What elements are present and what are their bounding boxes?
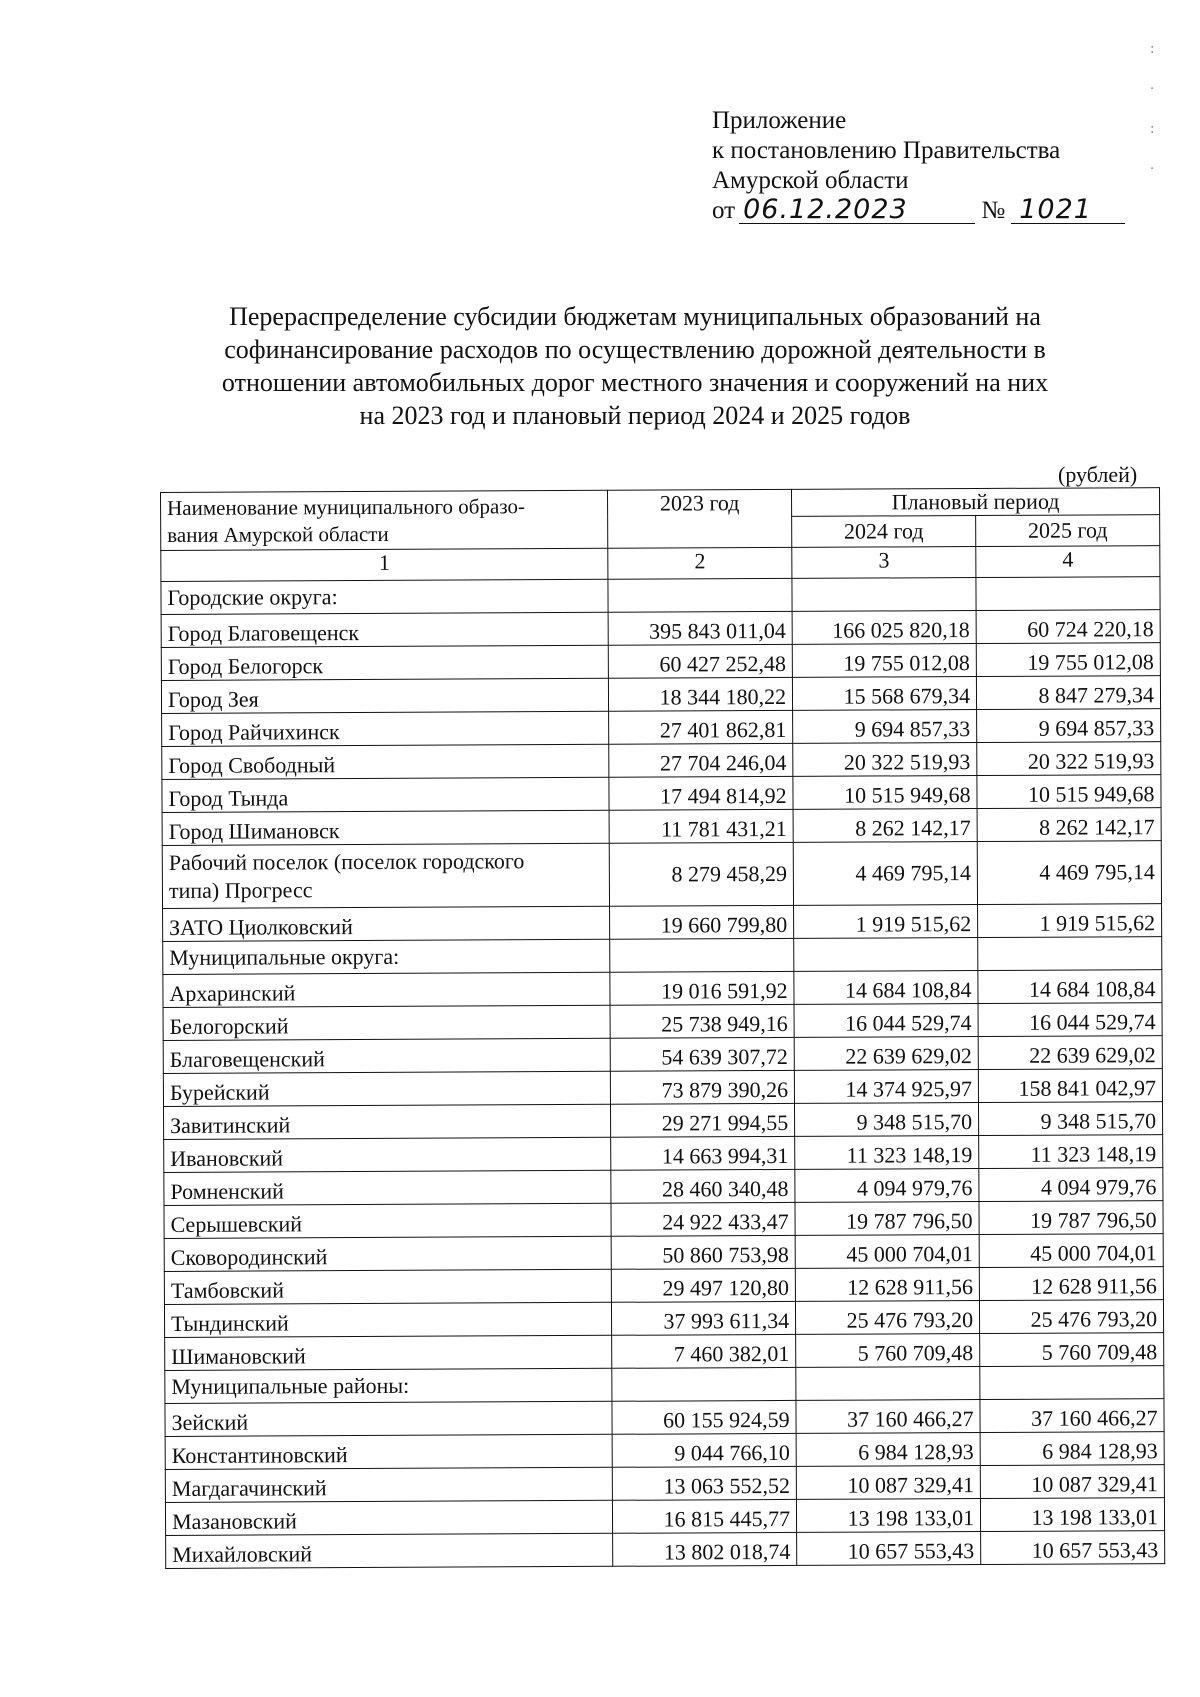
table-row bbox=[161, 610, 1160, 648]
value-2024: 8 262 142,17 bbox=[793, 809, 977, 843]
value-2025: 12 628 911,56 bbox=[979, 1267, 1163, 1301]
value-2024: 6 984 128,93 bbox=[796, 1433, 980, 1467]
value-2025: 8 262 142,17 bbox=[977, 808, 1161, 842]
value-2024: 5 760 709,48 bbox=[796, 1334, 980, 1368]
value-2023: 9 044 766,10 bbox=[612, 1433, 796, 1467]
title-line-1: Перераспределение субсидии бюджетам муниципальных образований на bbox=[229, 302, 1041, 331]
value-2023: 7 460 382,01 bbox=[612, 1334, 796, 1368]
table-row bbox=[165, 1465, 1164, 1503]
value-2023: 13 802 018,74 bbox=[613, 1532, 797, 1566]
value-2023: 29 497 120,80 bbox=[611, 1268, 795, 1302]
value-2023: 19 660 799,80 bbox=[610, 905, 794, 939]
title-line-3: отношении автомобильных дорог местного значения и сооружений на них bbox=[221, 368, 1049, 397]
municipality-name: Город Райчихинск bbox=[162, 711, 609, 746]
value-2024: 45 000 704,01 bbox=[795, 1235, 979, 1269]
table-row bbox=[163, 970, 1162, 1008]
title-line-2: софинансирование расходов по осуществлению дорожной деятельности в bbox=[224, 335, 1046, 364]
value-2023: 17 494 814,92 bbox=[609, 776, 793, 810]
municipality-name: Город Тында bbox=[162, 777, 609, 812]
value-2024: 15 568 679,34 bbox=[793, 677, 977, 711]
table-row bbox=[164, 1135, 1163, 1173]
value-2023: 28 460 340,48 bbox=[611, 1169, 795, 1203]
municipality-name: Константиновский bbox=[165, 1434, 612, 1469]
table-row bbox=[164, 1168, 1163, 1206]
municipality-name: Зейский bbox=[165, 1401, 612, 1436]
value-2025: 60 724 220,18 bbox=[976, 610, 1160, 644]
group-title: Городские округа: bbox=[161, 579, 608, 614]
header-name-line-2: вания Амурской области bbox=[167, 521, 389, 547]
value-2023: 11 781 431,21 bbox=[609, 809, 793, 843]
municipality-name: Город Зея bbox=[161, 678, 608, 713]
table-row bbox=[162, 841, 1161, 909]
value-2025: 37 160 466,27 bbox=[980, 1399, 1164, 1433]
header-name bbox=[161, 490, 608, 550]
value-2023: 60 427 252,48 bbox=[608, 644, 792, 678]
value-2025: 5 760 709,48 bbox=[980, 1333, 1164, 1367]
value-2025: 4 094 979,76 bbox=[979, 1168, 1163, 1202]
municipality-name: Сковородинский bbox=[164, 1236, 611, 1271]
appendix-date-number bbox=[712, 196, 1125, 226]
value-2024: 20 322 519,93 bbox=[793, 743, 977, 777]
value-2024: 25 476 793,20 bbox=[796, 1301, 980, 1335]
value-2023: 25 738 949,16 bbox=[610, 1004, 794, 1038]
table-row bbox=[165, 1498, 1164, 1536]
value-2024: 14 684 108,84 bbox=[794, 971, 978, 1005]
value-2024: 22 639 629,02 bbox=[794, 1037, 978, 1071]
header-2025: 2025 год bbox=[976, 515, 1160, 547]
value-2025: 45 000 704,01 bbox=[979, 1234, 1163, 1268]
appendix-region: Амурской области bbox=[712, 167, 909, 194]
number-label: № bbox=[981, 197, 1006, 224]
table-row bbox=[165, 1432, 1164, 1470]
municipality-name: Завитинский bbox=[164, 1104, 611, 1139]
municipality-name: Город Шимановск bbox=[162, 810, 609, 845]
value-2025: 11 323 148,19 bbox=[979, 1135, 1163, 1169]
group-row bbox=[163, 937, 1162, 975]
value-2024: 37 160 466,27 bbox=[796, 1400, 980, 1434]
value-2023: 54 639 307,72 bbox=[610, 1037, 794, 1071]
municipality-name: Мазановский bbox=[165, 1500, 612, 1535]
value-2024: 10 515 949,68 bbox=[793, 776, 977, 810]
handwritten-date: 06.12.2023 bbox=[739, 197, 975, 224]
group-row bbox=[165, 1366, 1164, 1404]
value-2025: 10 515 949,68 bbox=[977, 775, 1161, 809]
table-row bbox=[164, 1201, 1163, 1239]
value-2024: 13 198 133,01 bbox=[797, 1499, 981, 1533]
appendix-title: Приложение bbox=[712, 107, 847, 134]
value-2023: 19 016 591,92 bbox=[610, 971, 794, 1005]
value-2025: 19 755 012,08 bbox=[976, 643, 1160, 677]
municipality-name: Тамбовский bbox=[164, 1269, 611, 1304]
column-number: 3 bbox=[792, 547, 976, 579]
municipality-name: Город Белогорск bbox=[161, 645, 608, 680]
table-row bbox=[164, 1267, 1163, 1305]
column-number-row bbox=[161, 546, 1160, 582]
value-2025: 158 841 042,97 bbox=[978, 1069, 1162, 1103]
municipality-name bbox=[162, 843, 609, 908]
value-2024: 11 323 148,19 bbox=[795, 1136, 979, 1170]
value-2023: 27 704 246,04 bbox=[609, 743, 793, 777]
table-row bbox=[165, 1399, 1164, 1437]
table-row bbox=[162, 709, 1161, 747]
subsidy-table bbox=[160, 487, 1165, 1569]
table-row bbox=[161, 643, 1160, 681]
scan-mark: : bbox=[1150, 122, 1155, 137]
municipality-name-line-2: типа) Прогресс bbox=[168, 877, 313, 903]
table-row bbox=[162, 742, 1161, 780]
table-row bbox=[164, 1234, 1163, 1272]
appendix-resolution: к постановлению Правительства bbox=[712, 137, 1061, 164]
scan-mark: · bbox=[1150, 162, 1155, 177]
title-line-4: на 2023 год и плановый период 2024 и 2025 годов bbox=[359, 401, 911, 430]
value-2023: 73 879 390,26 bbox=[611, 1070, 795, 1104]
municipality-name: Город Благовещенск bbox=[161, 612, 608, 647]
value-2025: 8 847 279,34 bbox=[976, 676, 1160, 710]
table-row bbox=[161, 676, 1160, 714]
value-2023: 18 344 180,22 bbox=[609, 677, 793, 711]
value-2023: 24 922 433,47 bbox=[611, 1202, 795, 1236]
value-2023: 60 155 924,59 bbox=[612, 1400, 796, 1434]
value-2024: 19 787 796,50 bbox=[795, 1202, 979, 1236]
group-title: Муниципальные округа: bbox=[163, 939, 610, 974]
municipality-name: Благовещенский bbox=[163, 1038, 610, 1073]
header-planned-period: Плановый период bbox=[792, 488, 1160, 517]
group-row bbox=[161, 577, 1160, 615]
value-2024: 9 348 515,70 bbox=[795, 1103, 979, 1137]
table-row bbox=[162, 775, 1161, 813]
value-2024: 19 755 012,08 bbox=[792, 644, 976, 678]
document-title bbox=[150, 300, 1120, 432]
from-label: от bbox=[712, 197, 736, 224]
value-2024: 10 657 553,43 bbox=[797, 1532, 981, 1566]
value-2024: 16 044 529,74 bbox=[794, 1004, 978, 1038]
value-2023: 395 843 011,04 bbox=[608, 611, 792, 645]
value-2025: 9 694 857,33 bbox=[977, 709, 1161, 743]
column-number: 2 bbox=[608, 547, 792, 579]
municipality-name: Белогорский bbox=[163, 1005, 610, 1040]
table-row bbox=[163, 1069, 1162, 1107]
handwritten-number: 1021 bbox=[1011, 197, 1125, 224]
municipality-name: Город Свободный bbox=[162, 744, 609, 779]
table-row bbox=[164, 1300, 1163, 1338]
value-2025: 19 787 796,50 bbox=[979, 1201, 1163, 1235]
value-2024: 10 087 329,41 bbox=[796, 1466, 980, 1500]
header-2024: 2024 год bbox=[792, 516, 976, 548]
municipality-name: Магдагачинский bbox=[165, 1467, 612, 1502]
table-row bbox=[163, 1036, 1162, 1074]
value-2023: 29 271 994,55 bbox=[611, 1103, 795, 1137]
table-row bbox=[166, 1531, 1165, 1569]
value-2025: 14 684 108,84 bbox=[978, 970, 1162, 1004]
value-2025: 9 348 515,70 bbox=[979, 1102, 1163, 1136]
value-2025: 20 322 519,93 bbox=[977, 742, 1161, 776]
table-row bbox=[162, 808, 1161, 846]
scan-marks bbox=[1150, 30, 1154, 190]
value-2024: 4 469 795,14 bbox=[793, 842, 977, 906]
table-row bbox=[163, 1003, 1162, 1041]
municipality-name: Архаринский bbox=[163, 972, 610, 1007]
value-2024: 166 025 820,18 bbox=[792, 611, 976, 645]
value-2023: 8 279 458,29 bbox=[609, 842, 793, 906]
column-number: 4 bbox=[976, 546, 1160, 578]
value-2025: 16 044 529,74 bbox=[978, 1003, 1162, 1037]
value-2024: 14 374 925,97 bbox=[794, 1070, 978, 1104]
header-2023: 2023 год bbox=[608, 489, 792, 548]
value-2025: 6 984 128,93 bbox=[980, 1432, 1164, 1466]
value-2025: 25 476 793,20 bbox=[980, 1300, 1164, 1334]
table-row bbox=[163, 904, 1162, 942]
value-2023: 50 860 753,98 bbox=[611, 1235, 795, 1269]
municipality-name: Михайловский bbox=[166, 1533, 613, 1568]
table-row bbox=[165, 1333, 1164, 1371]
municipality-name: Шимановский bbox=[165, 1335, 612, 1370]
value-2024: 12 628 911,56 bbox=[795, 1268, 979, 1302]
municipality-name: Серышевский bbox=[164, 1203, 611, 1238]
municipality-name: Тындинский bbox=[164, 1302, 611, 1337]
municipality-name: Бурейский bbox=[163, 1071, 610, 1106]
municipality-name: Ромненский bbox=[164, 1170, 611, 1205]
municipality-name: ЗАТО Циолковский bbox=[163, 906, 610, 941]
municipality-name: Ивановский bbox=[164, 1137, 611, 1172]
unit-label: (рублей) bbox=[1058, 462, 1138, 487]
value-2024: 1 919 515,62 bbox=[794, 905, 978, 939]
value-2023: 13 063 552,52 bbox=[612, 1466, 796, 1500]
value-2025: 1 919 515,62 bbox=[978, 904, 1162, 938]
value-2024: 4 094 979,76 bbox=[795, 1169, 979, 1203]
value-2024: 9 694 857,33 bbox=[793, 710, 977, 744]
header-name-line-1: Наименование муниципального образо- bbox=[167, 494, 526, 520]
value-2025: 10 657 553,43 bbox=[981, 1531, 1165, 1565]
appendix-block bbox=[712, 106, 1125, 226]
value-2025: 22 639 629,02 bbox=[978, 1036, 1162, 1070]
scan-mark: : bbox=[1150, 42, 1155, 57]
table-header-row bbox=[161, 488, 1160, 520]
group-title: Муниципальные районы: bbox=[165, 1368, 612, 1403]
value-2025: 4 469 795,14 bbox=[977, 841, 1161, 905]
value-2023: 16 815 445,77 bbox=[613, 1499, 797, 1533]
value-2023: 27 401 862,81 bbox=[609, 710, 793, 744]
scan-mark: · bbox=[1150, 82, 1155, 97]
municipality-name-line-1: Рабочий поселок (поселок городского bbox=[168, 848, 525, 875]
column-number: 1 bbox=[161, 548, 608, 581]
value-2023: 37 993 611,34 bbox=[612, 1301, 796, 1335]
value-2025: 13 198 133,01 bbox=[980, 1498, 1164, 1532]
value-2023: 14 663 994,31 bbox=[611, 1136, 795, 1170]
table-row bbox=[164, 1102, 1163, 1140]
value-2025: 10 087 329,41 bbox=[980, 1465, 1164, 1499]
